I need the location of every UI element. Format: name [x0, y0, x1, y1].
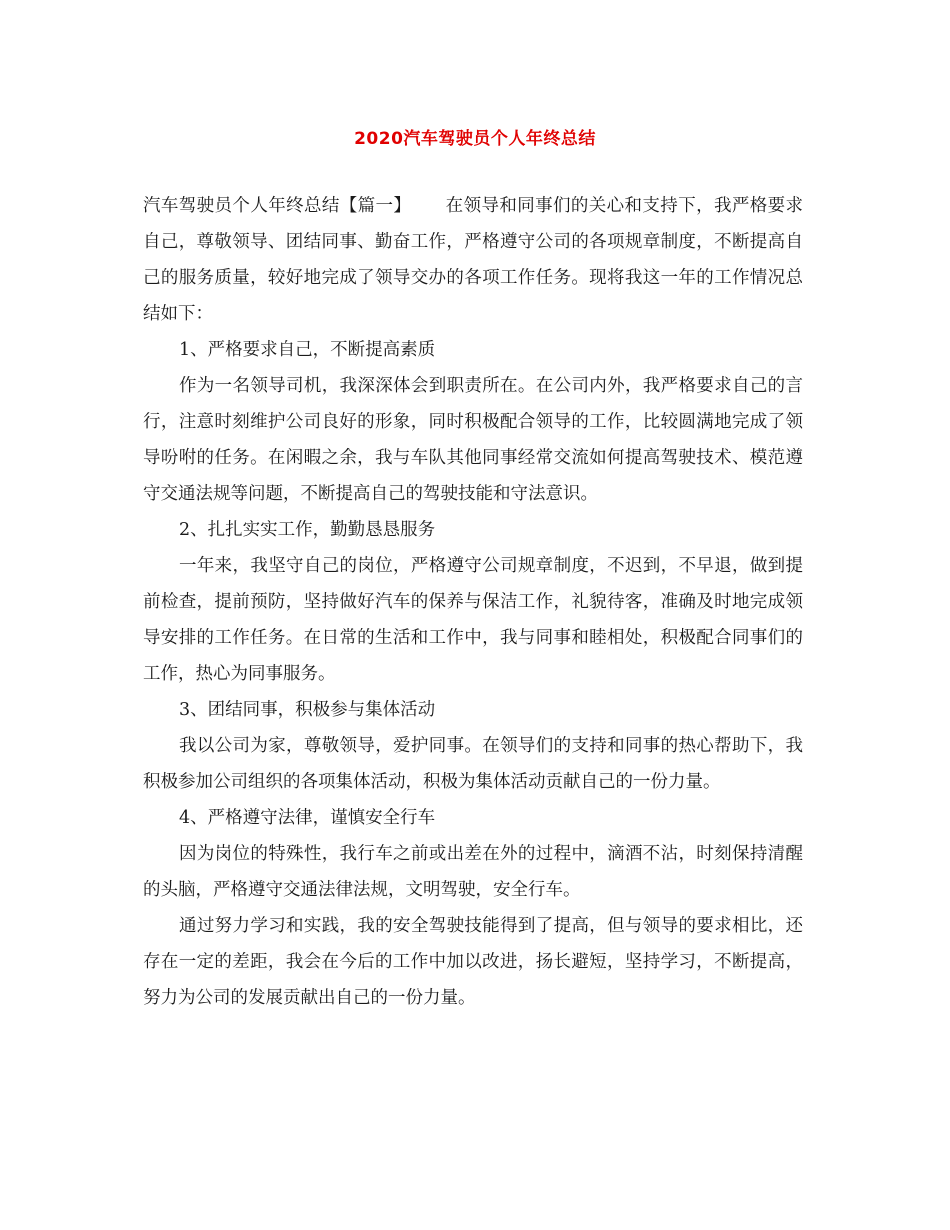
section-heading-2: 2、扎扎实实工作，勤勤恳恳服务	[179, 520, 436, 540]
intro-paragraph	[143, 188, 803, 332]
document-title: 2020汽车驾驶员个人年终总结	[354, 129, 596, 149]
section-text-1: 作为一名领导司机，我深深体会到职责所在。在公司内外，我严格要求自己的言行，注意时刻维护公司良好的形象，同时积极配合领导的工作，比较圆满地完成了领导吩咐的任务。在闲暇之余，我与车队其他同事经常交流如何提高驾驶技术、模范遵守交通法规等问题，不断提高自己的驾驶技能和守法意识。	[143, 376, 803, 504]
section-text-3: 我以公司为家，尊敬领导，爱护同事。在领导们的支持和同事的热心帮助下，我积极参加公司组织的各项集体活动，积极为集体活动贡献自己的一份力量。	[143, 736, 803, 792]
section-heading-4: 4、严格遵守法律，谨慎安全行车	[179, 808, 436, 828]
section-text-2: 一年来，我坚守自己的岗位，严格遵守公司规章制度，不迟到，不早退，做到提前检查，提前预防，坚持做好汽车的保养与保洁工作，礼貌待客，准确及时地完成领导安排的工作任务。在日常的生活和工作中，我与同事和睦相处，积极配合同事们的工作，热心为同事服务。	[143, 556, 803, 684]
section-heading-3: 3、团结同事，积极参与集体活动	[179, 700, 436, 720]
intro-text: 在领导和同事们的关心和支持下，我严格要求自己，尊敬领导、团结同事、勤奋工作，严格遵守公司的各项规章制度，不断提高自己的服务质量，较好地完成了领导交办的各项工作任务。现将我这一年的工作情况总结如下：	[143, 196, 804, 324]
section-text-4: 因为岗位的特殊性，我行车之前或出差在外的过程中，滴酒不沾，时刻保持清醒的头脑，严格遵守交通法律法规，文明驾驶，安全行车。	[143, 844, 803, 900]
intro-heading: 汽车驾驶员个人年终总结【篇一】	[143, 196, 412, 216]
document-body	[143, 188, 803, 1016]
section-heading-1: 1、严格要求自己，不断提高素质	[179, 340, 436, 360]
closing-paragraph: 通过努力学习和实践，我的安全驾驶技能得到了提高，但与领导的要求相比，还存在一定的差距，我会在今后的工作中加以改进，扬长避短，坚持学习，不断提高，努力为公司的发展贡献出自己的一份力量。	[143, 916, 803, 1008]
